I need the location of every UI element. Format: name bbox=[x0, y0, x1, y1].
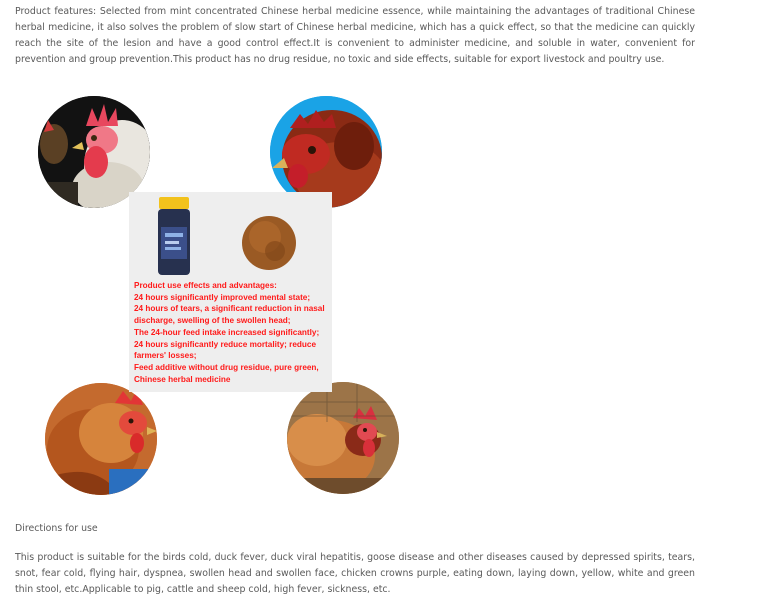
product-info-panel bbox=[129, 192, 332, 392]
advantage-item: The 24-hour feed intake increased significantly; bbox=[134, 327, 320, 337]
product-infographic bbox=[38, 96, 403, 496]
product-advantages-list bbox=[134, 280, 329, 385]
caged-hen-photo bbox=[287, 382, 399, 494]
advantage-item: 24 hours of tears, a significant reduction in nasal discharge, swelling of the swollen head; bbox=[134, 304, 325, 326]
medicine-bottle-icon bbox=[155, 197, 193, 277]
directions-heading: Directions for use bbox=[15, 523, 98, 534]
advantage-item: Feed additive without drug residue, pure green, Chinese herbal medicine bbox=[134, 362, 319, 384]
advantages-heading: Product use effects and advantages: bbox=[134, 281, 277, 290]
product-features-text: Product features: Selected from mint concentrated Chinese herbal medicine essence, while maintaining the advantages of traditional Chinese herbal medicine, it also solves the problem of slow start of Chinese herbal medicine, which has a quick effect, so that the medicine can quickly reach the site of the lesion and have a good control effect.It is convenient to administer medicine, and soluble in water, convenient for prevention and group prevention.This product has no drug residue, no toxic and side effects, suitable for export livestock and poultry use. bbox=[15, 6, 695, 65]
directions-text: This product is suitable for the birds cold, duck fever, duck viral hepatitis, goose disease and other diseases caused by depressed spirits, tears, snot, fear cold, flying hair, dyspnea, swollen head and swollen face, chicken crowns purple, eating down, laying down, yellow, white and green thin stool, etc.Applicable to pig, cattle and sheep cold, high fever, sickness, etc. bbox=[15, 552, 695, 595]
herbal-powder-icon bbox=[241, 215, 297, 271]
advantage-item: 24 hours significantly reduce mortality; reduce farmers' losses; bbox=[134, 339, 316, 361]
advantage-item: 24 hours significantly improved mental state; bbox=[134, 292, 311, 302]
sick-hen-photo bbox=[45, 383, 157, 495]
